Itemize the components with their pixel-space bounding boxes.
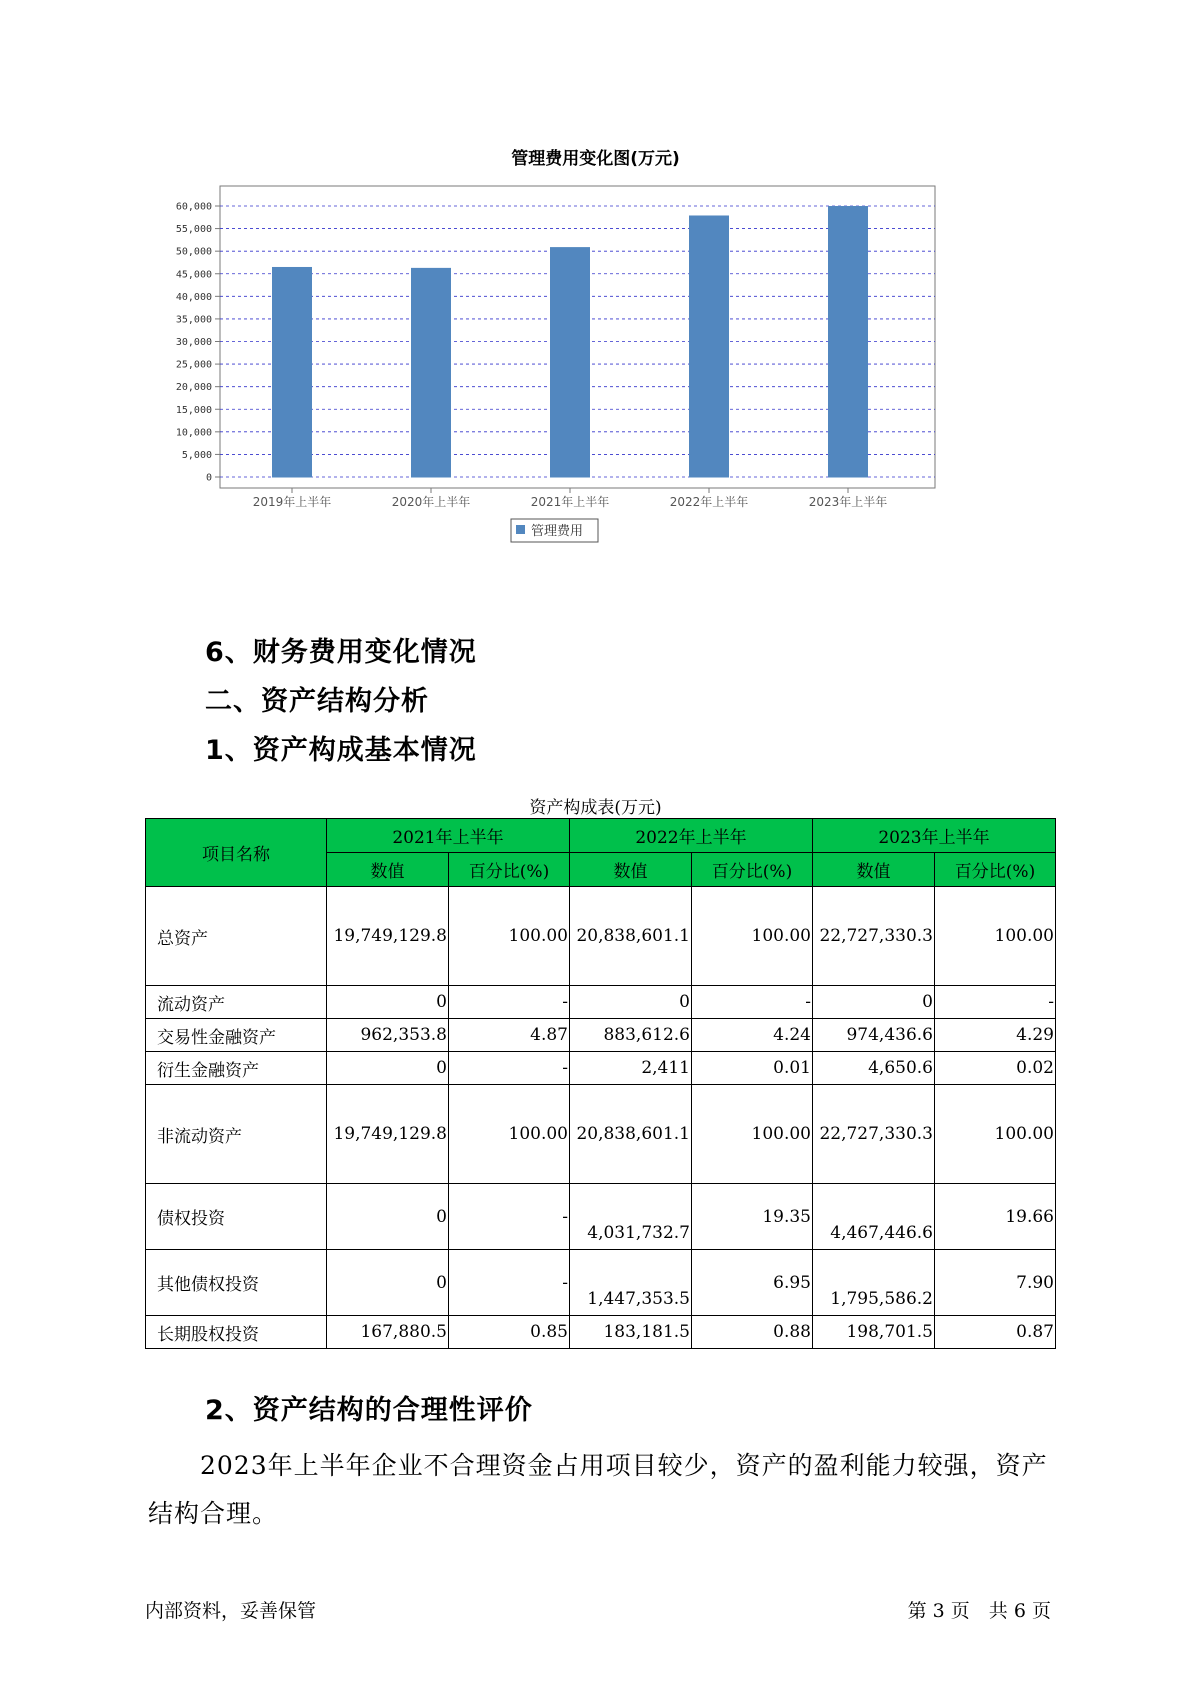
row-name: 衍生金融资产 xyxy=(146,1052,327,1085)
cell-value: 0 xyxy=(813,986,935,1019)
header-year-2021: 2021年上半年 xyxy=(327,819,570,853)
bar-2020年上半年 xyxy=(411,268,451,478)
management-expense-chart xyxy=(150,180,1030,600)
cell-value: 19,749,129.8 xyxy=(327,1085,449,1184)
cell-percent: - xyxy=(935,986,1056,1019)
table-row xyxy=(146,1052,1056,1085)
row-name: 流动资产 xyxy=(146,986,327,1019)
header-percent: 百分比(%) xyxy=(449,853,570,887)
header-percent: 百分比(%) xyxy=(935,853,1056,887)
cell-percent: - xyxy=(449,986,570,1019)
cell-percent: 100.00 xyxy=(935,1085,1056,1184)
row-name: 交易性金融资产 xyxy=(146,1019,327,1052)
heading-structure-evaluation: 2、资产结构的合理性评价 xyxy=(205,1395,533,1426)
table-row xyxy=(146,986,1056,1019)
y-tick-label: 0 xyxy=(205,472,212,484)
cell-percent: 100.00 xyxy=(692,1085,813,1184)
cell-percent: 4.87 xyxy=(449,1019,570,1052)
x-tick-label: 2019年上半年 xyxy=(252,495,332,509)
y-tick-label: 25,000 xyxy=(175,359,212,371)
cell-percent: 19.35 xyxy=(692,1184,813,1250)
cell-percent: 100.00 xyxy=(449,887,570,986)
row-name: 其他债权投资 xyxy=(146,1250,327,1316)
cell-value: 1,447,353.5 xyxy=(570,1250,692,1316)
cell-value: 2,411 xyxy=(570,1052,692,1085)
table-row xyxy=(146,887,1056,986)
x-tick-label: 2022年上半年 xyxy=(669,495,749,509)
x-tick-label: 2021年上半年 xyxy=(530,495,610,509)
cell-value: 962,353.8 xyxy=(327,1019,449,1052)
row-name: 总资产 xyxy=(146,887,327,986)
cell-percent: 19.66 xyxy=(935,1184,1056,1250)
header-percent: 百分比(%) xyxy=(692,853,813,887)
cell-value: 198,701.5 xyxy=(813,1316,935,1349)
bar-2021年上半年 xyxy=(550,247,590,477)
y-tick-label: 35,000 xyxy=(175,314,212,326)
heading-asset-composition: 1、资产构成基本情况 xyxy=(205,735,477,766)
y-tick-label: 55,000 xyxy=(175,224,212,236)
row-name: 长期股权投资 xyxy=(146,1316,327,1349)
header-value: 数值 xyxy=(327,853,449,887)
cell-value: 167,880.5 xyxy=(327,1316,449,1349)
legend-label: 管理费用 xyxy=(531,524,584,539)
cell-value: 19,749,129.8 xyxy=(327,887,449,986)
cell-percent: 7.90 xyxy=(935,1250,1056,1316)
bar-2023年上半年 xyxy=(828,206,868,478)
row-name: 非流动资产 xyxy=(146,1085,327,1184)
cell-value: 0 xyxy=(327,1052,449,1085)
header-year-2022: 2022年上半年 xyxy=(570,819,813,853)
table-row xyxy=(146,1250,1056,1316)
cell-value: 4,031,732.7 xyxy=(570,1184,692,1250)
header-value: 数值 xyxy=(813,853,935,887)
table-row xyxy=(146,1184,1056,1250)
cell-value: 0 xyxy=(327,1250,449,1316)
y-tick-label: 5,000 xyxy=(181,449,212,461)
y-tick-label: 60,000 xyxy=(175,201,212,213)
y-tick-label: 20,000 xyxy=(175,382,212,394)
legend-swatch xyxy=(516,525,525,534)
page-number: 3 xyxy=(932,1600,945,1622)
cell-value: 974,436.6 xyxy=(813,1019,935,1052)
y-tick-label: 15,000 xyxy=(175,404,212,416)
table-row xyxy=(146,1085,1056,1184)
page-suffix: 页 xyxy=(1031,1600,1051,1622)
page-mid: 页 共 xyxy=(950,1600,1008,1622)
x-tick-label: 2020年上半年 xyxy=(391,495,471,509)
cell-value: 0 xyxy=(327,986,449,1019)
cell-percent: 0.87 xyxy=(935,1316,1056,1349)
cell-value: 20,838,601.1 xyxy=(570,1085,692,1184)
cell-percent: - xyxy=(692,986,813,1019)
y-tick-label: 50,000 xyxy=(175,246,212,258)
cell-percent: 100.00 xyxy=(692,887,813,986)
cell-percent: 4.29 xyxy=(935,1019,1056,1052)
evaluation-paragraph xyxy=(148,1442,1058,1538)
cell-value: 183,181.5 xyxy=(570,1316,692,1349)
cell-percent: 0.02 xyxy=(935,1052,1056,1085)
cell-value: 20,838,601.1 xyxy=(570,887,692,986)
evaluation-text: 2023年上半年企业不合理资金占用项目较少，资产的盈利能力较强，资产结构合理。 xyxy=(148,1451,1048,1528)
chart-title: 管理费用变化图(万元) xyxy=(511,149,680,169)
heading-finance-expense: 6、财务费用变化情况 xyxy=(205,637,477,668)
cell-value: 22,727,330.3 xyxy=(813,1085,935,1184)
bar-2019年上半年 xyxy=(272,267,312,478)
cell-percent: 100.00 xyxy=(935,887,1056,986)
page-prefix: 第 xyxy=(907,1600,927,1622)
cell-percent: 4.24 xyxy=(692,1019,813,1052)
cell-percent: 0.85 xyxy=(449,1316,570,1349)
y-tick-label: 45,000 xyxy=(175,269,212,281)
x-tick-label: 2023年上半年 xyxy=(808,495,888,509)
cell-percent: 0.01 xyxy=(692,1052,813,1085)
cell-percent: - xyxy=(449,1250,570,1316)
cell-percent: - xyxy=(449,1052,570,1085)
heading-asset-structure: 二、资产结构分析 xyxy=(205,686,429,717)
footer-confidential: 内部资料，妥善保管 xyxy=(145,1600,317,1622)
cell-value: 22,727,330.3 xyxy=(813,887,935,986)
cell-value: 4,467,446.6 xyxy=(813,1184,935,1250)
page-total: 6 xyxy=(1013,1600,1026,1622)
cell-percent: 6.95 xyxy=(692,1250,813,1316)
y-tick-label: 30,000 xyxy=(175,337,212,348)
table-row xyxy=(146,1019,1056,1052)
y-tick-label: 40,000 xyxy=(175,291,212,303)
cell-value: 4,650.6 xyxy=(813,1052,935,1085)
header-value: 数值 xyxy=(570,853,692,887)
header-item-name: 项目名称 xyxy=(146,819,327,887)
bar-2022年上半年 xyxy=(689,215,729,477)
cell-value: 0 xyxy=(570,986,692,1019)
asset-composition-table xyxy=(145,818,1056,1349)
cell-percent: 100.00 xyxy=(449,1085,570,1184)
footer-page-info xyxy=(908,1596,1051,1623)
cell-value: 1,795,586.2 xyxy=(813,1250,935,1316)
cell-value: 0 xyxy=(327,1184,449,1250)
table-row xyxy=(146,1316,1056,1349)
table-caption: 资产构成表(万元) xyxy=(529,798,662,818)
cell-value: 883,612.6 xyxy=(570,1019,692,1052)
y-tick-label: 10,000 xyxy=(175,427,212,439)
cell-percent: - xyxy=(449,1184,570,1250)
header-year-2023: 2023年上半年 xyxy=(813,819,1056,853)
cell-percent: 0.88 xyxy=(692,1316,813,1349)
row-name: 债权投资 xyxy=(146,1184,327,1250)
